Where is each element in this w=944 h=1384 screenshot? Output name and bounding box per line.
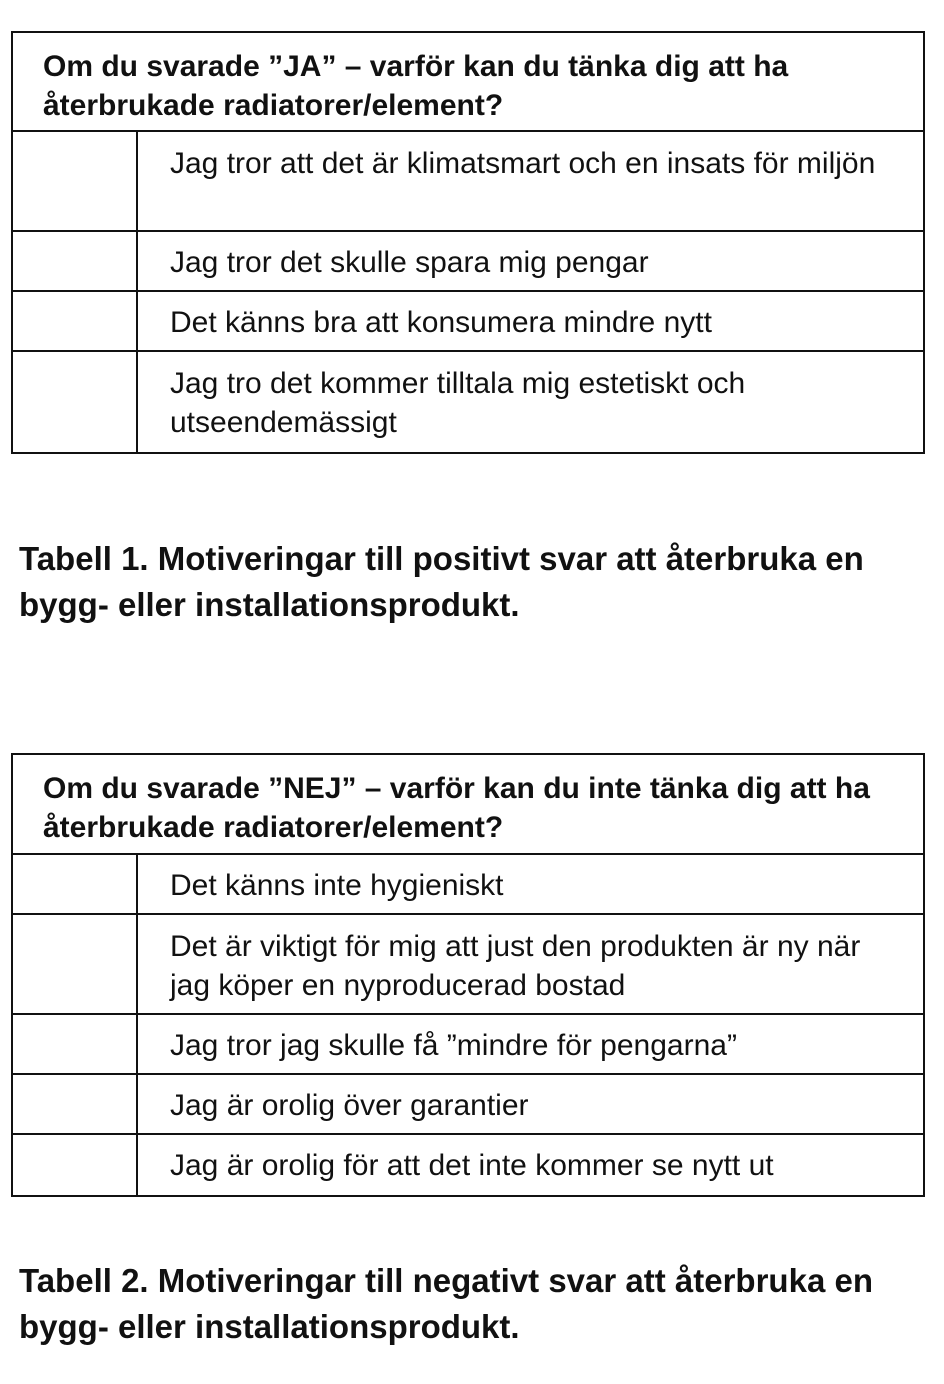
- table-row: [13, 1135, 923, 1195]
- checkbox-cell[interactable]: [13, 352, 138, 452]
- table-row: [13, 232, 923, 292]
- table-row: [13, 352, 923, 452]
- table-row: [13, 915, 923, 1015]
- checkbox-cell[interactable]: [13, 132, 138, 230]
- checkbox-cell[interactable]: [13, 232, 138, 290]
- checkbox-cell[interactable]: [13, 292, 138, 350]
- table-row: [13, 292, 923, 352]
- table-row: [13, 1015, 923, 1075]
- table-header: Om du svarade ”NEJ” – varför kan du inte tänka dig att ha återbrukade radiatorer/element?: [13, 755, 923, 855]
- checkbox-cell[interactable]: [13, 915, 138, 1013]
- checkbox-cell[interactable]: [13, 1075, 138, 1133]
- option-label: Det känns bra att konsumera mindre nytt: [170, 306, 712, 339]
- table-row: [13, 132, 923, 232]
- option-label: Det är viktigt för mig att just den produkten är ny när jag köper en nyproducerad bostad: [170, 930, 861, 1002]
- table-row: [13, 1075, 923, 1135]
- option-label: Jag tror det skulle spara mig pengar: [170, 246, 649, 279]
- option-label: Jag tro det kommer tilltala mig estetiskt och utseendemässigt: [170, 367, 746, 439]
- checkbox-cell[interactable]: [13, 1135, 138, 1195]
- checkbox-cell[interactable]: [13, 855, 138, 913]
- table-header: Om du svarade ”JA” – varför kan du tänka dig att ha återbrukade radiatorer/element?: [13, 33, 923, 132]
- table-caption: Tabell 1. Motiveringar till positivt svar att återbruka en bygg- eller installationsprodukt.: [19, 540, 864, 623]
- table-caption: Tabell 2. Motiveringar till negativt svar att återbruka en bygg- eller installationsprodukt.: [19, 1262, 873, 1345]
- option-label: Jag tror att det är klimatsmart och en insats för miljön: [170, 147, 876, 180]
- option-label: Jag tror jag skulle få ”mindre för pengarna”: [170, 1029, 737, 1062]
- checkbox-cell[interactable]: [13, 1015, 138, 1073]
- option-label: Jag är orolig över garantier: [170, 1089, 529, 1122]
- negative-reasons-table: [11, 753, 925, 1197]
- positive-reasons-table: [11, 31, 925, 454]
- option-label: Jag är orolig för att det inte kommer se nytt ut: [170, 1149, 774, 1182]
- table-row: [13, 855, 923, 915]
- option-label: Det känns inte hygieniskt: [170, 869, 504, 902]
